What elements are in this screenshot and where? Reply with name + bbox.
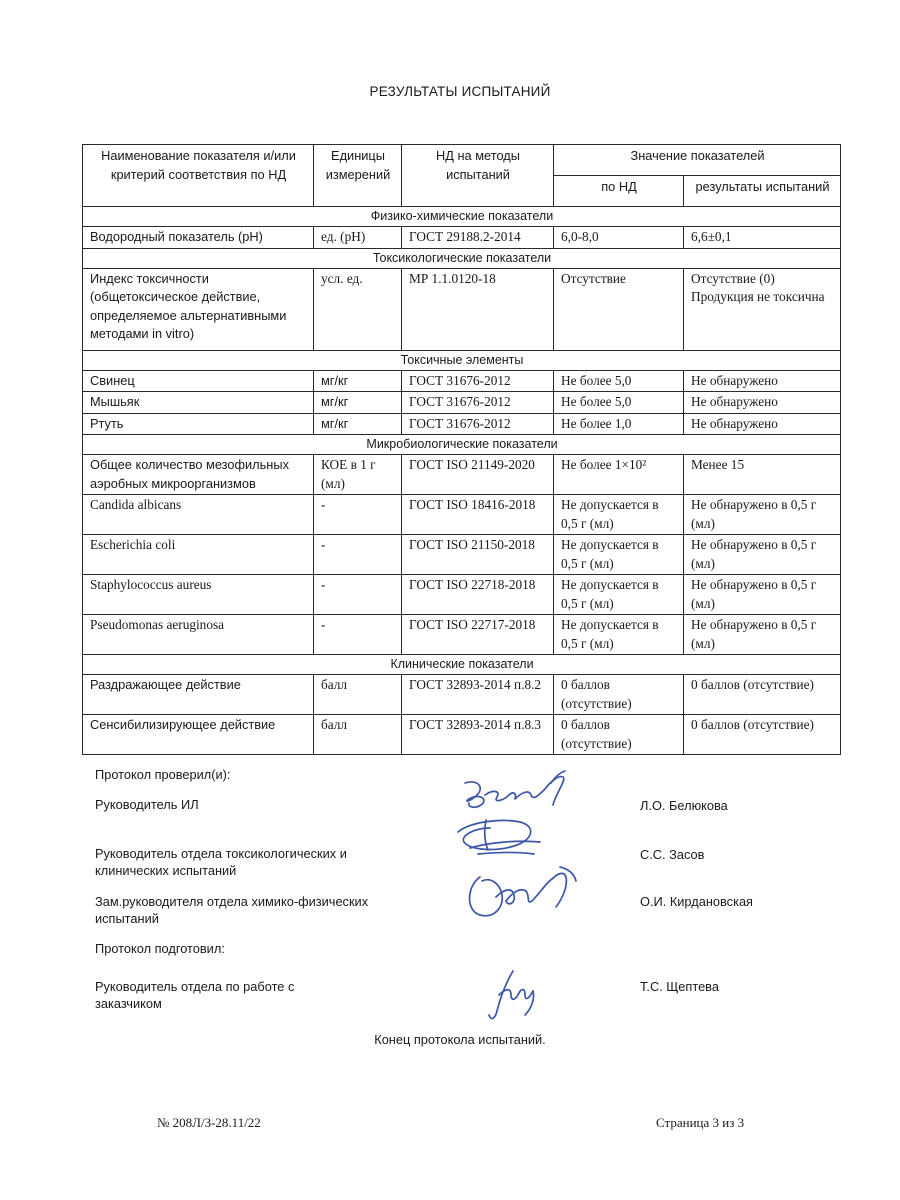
cell-unit: -	[314, 615, 402, 655]
signer-name: О.И. Кирдановская	[640, 894, 753, 909]
table-row	[83, 675, 841, 715]
cell-name: Pseudomonas aeruginosa	[83, 615, 314, 655]
cell-unit: КОЕ в 1 г (мл)	[314, 455, 402, 495]
cell-name: Мышьяк	[83, 392, 314, 414]
table-row	[83, 268, 841, 350]
table-row	[83, 413, 841, 435]
cell-method: ГОСТ ISO 22718-2018	[402, 575, 554, 615]
section-title: Токсикологические показатели	[83, 248, 841, 268]
cell-result: 6,6±0,1	[684, 227, 841, 249]
cell-name: Сенсибилизирующее действие	[83, 715, 314, 755]
table-row	[83, 370, 841, 392]
section-title: Микробиологические показатели	[83, 435, 841, 455]
cell-method: ГОСТ ISO 18416-2018	[402, 495, 554, 535]
cell-result: 0 баллов (отсутствие)	[684, 675, 841, 715]
table-row	[83, 455, 841, 495]
table-row	[83, 535, 841, 575]
cell-method: ГОСТ 31676-2012	[402, 392, 554, 414]
cell-result: Отсутствие (0) Продукция не токсична	[684, 268, 841, 350]
signer-role: Руководитель отдела токсикологических и клинических испытаний	[95, 846, 347, 878]
signer-name: Л.О. Белюкова	[640, 798, 728, 813]
signature-zasov-icon	[450, 812, 560, 862]
table-row	[83, 227, 841, 249]
signature-shcheptева-icon	[485, 965, 555, 1025]
signer-name: С.С. Засов	[640, 847, 705, 862]
signature-kirdanovskaya-icon	[460, 857, 590, 927]
cell-nd: 6,0-8,0	[554, 227, 684, 249]
table-row	[83, 615, 841, 655]
signer-role: Руководитель отдела по работе с заказчиком	[95, 979, 295, 1011]
table-row	[83, 575, 841, 615]
cell-unit: -	[314, 495, 402, 535]
cell-result: Не обнаружено	[684, 413, 841, 435]
cell-name: Staphylococcus aureus	[83, 575, 314, 615]
signer-role: Зам.руководителя отдела химико-физических испытаний	[95, 894, 369, 926]
cell-unit: -	[314, 535, 402, 575]
cell-name: Водородный показатель (pH)	[83, 227, 314, 249]
header-name: Наименование показателя и/или критерий соответствия по НД	[83, 145, 314, 207]
cell-name: Ртуть	[83, 413, 314, 435]
cell-nd: Не допускается в 0,5 г (мл)	[554, 575, 684, 615]
cell-name: Общее количество мезофильных аэробных микроорганизмов	[83, 455, 314, 495]
cell-method: ГОСТ ISO 21149-2020	[402, 455, 554, 495]
cell-method: ГОСТ 32893-2014 п.8.3	[402, 715, 554, 755]
cell-result: 0 баллов (отсутствие)	[684, 715, 841, 755]
cell-unit: мг/кг	[314, 370, 402, 392]
header-method: НД на методы испытаний	[402, 145, 554, 207]
signer-name: Т.С. Щептева	[640, 979, 719, 994]
section-title: Клинические показатели	[83, 655, 841, 675]
cell-result: Менее 15	[684, 455, 841, 495]
cell-name: Свинец	[83, 370, 314, 392]
cell-nd: Не более 1×10²	[554, 455, 684, 495]
end-of-protocol-text: Конец протокола испытаний.	[374, 1032, 546, 1047]
cell-unit: балл	[314, 675, 402, 715]
cell-unit: -	[314, 575, 402, 615]
table-row	[83, 495, 841, 535]
cell-unit: ед. (pH)	[314, 227, 402, 249]
section-title: Физико-химические показатели	[83, 207, 841, 227]
cell-method: ГОСТ 31676-2012	[402, 413, 554, 435]
cell-result: Не обнаружено в 0,5 г (мл)	[684, 615, 841, 655]
prepared-by-label: Протокол подготовил:	[95, 941, 225, 956]
page-title: РЕЗУЛЬТАТЫ ИСПЫТАНИЙ	[369, 84, 551, 99]
cell-name: Candida albicans	[83, 495, 314, 535]
cell-nd: Не более 1,0	[554, 413, 684, 435]
cell-result: Не обнаружено	[684, 392, 841, 414]
checked-by-label: Протокол проверил(и):	[95, 767, 231, 782]
cell-name: Escherichia coli	[83, 535, 314, 575]
cell-method: ГОСТ 29188.2-2014	[402, 227, 554, 249]
table-row	[83, 392, 841, 414]
cell-nd: 0 баллов (отсутствие)	[554, 675, 684, 715]
cell-nd: Отсутствие	[554, 268, 684, 350]
cell-unit: усл. ед.	[314, 268, 402, 350]
signer-role: Руководитель ИЛ	[95, 797, 199, 812]
cell-method: ГОСТ 32893-2014 п.8.2	[402, 675, 554, 715]
header-nd-value: по НД	[554, 176, 684, 207]
cell-method: МР 1.1.0120-18	[402, 268, 554, 350]
cell-nd: Не более 5,0	[554, 392, 684, 414]
results-table	[82, 144, 841, 755]
cell-method: ГОСТ ISO 22717-2018	[402, 615, 554, 655]
cell-unit: балл	[314, 715, 402, 755]
header-values-group: Значение показателей	[554, 145, 841, 176]
cell-method: ГОСТ 31676-2012	[402, 370, 554, 392]
header-result: результаты испытаний	[684, 176, 841, 207]
cell-result: Не обнаружено	[684, 370, 841, 392]
table-row	[83, 715, 841, 755]
cell-name: Индекс токсичности (общетоксическое действие, определяемое альтернативными методами in vitro)	[83, 268, 314, 350]
cell-nd: Не более 5,0	[554, 370, 684, 392]
cell-nd: Не допускается в 0,5 г (мл)	[554, 615, 684, 655]
cell-unit: мг/кг	[314, 392, 402, 414]
cell-nd: Не допускается в 0,5 г (мл)	[554, 535, 684, 575]
cell-result: Не обнаружено в 0,5 г (мл)	[684, 535, 841, 575]
cell-result: Не обнаружено в 0,5 г (мл)	[684, 575, 841, 615]
cell-unit: мг/кг	[314, 413, 402, 435]
protocol-number: № 208Л/З-28.11/22	[157, 1115, 261, 1130]
section-title: Токсичные элементы	[83, 350, 841, 370]
page-number: Страница 3 из 3	[656, 1115, 745, 1130]
cell-method: ГОСТ ISO 21150-2018	[402, 535, 554, 575]
cell-name: Раздражающее действие	[83, 675, 314, 715]
cell-nd: 0 баллов (отсутствие)	[554, 715, 684, 755]
cell-nd: Не допускается в 0,5 г (мл)	[554, 495, 684, 535]
cell-result: Не обнаружено в 0,5 г (мл)	[684, 495, 841, 535]
header-unit: Единицы измерений	[314, 145, 402, 207]
